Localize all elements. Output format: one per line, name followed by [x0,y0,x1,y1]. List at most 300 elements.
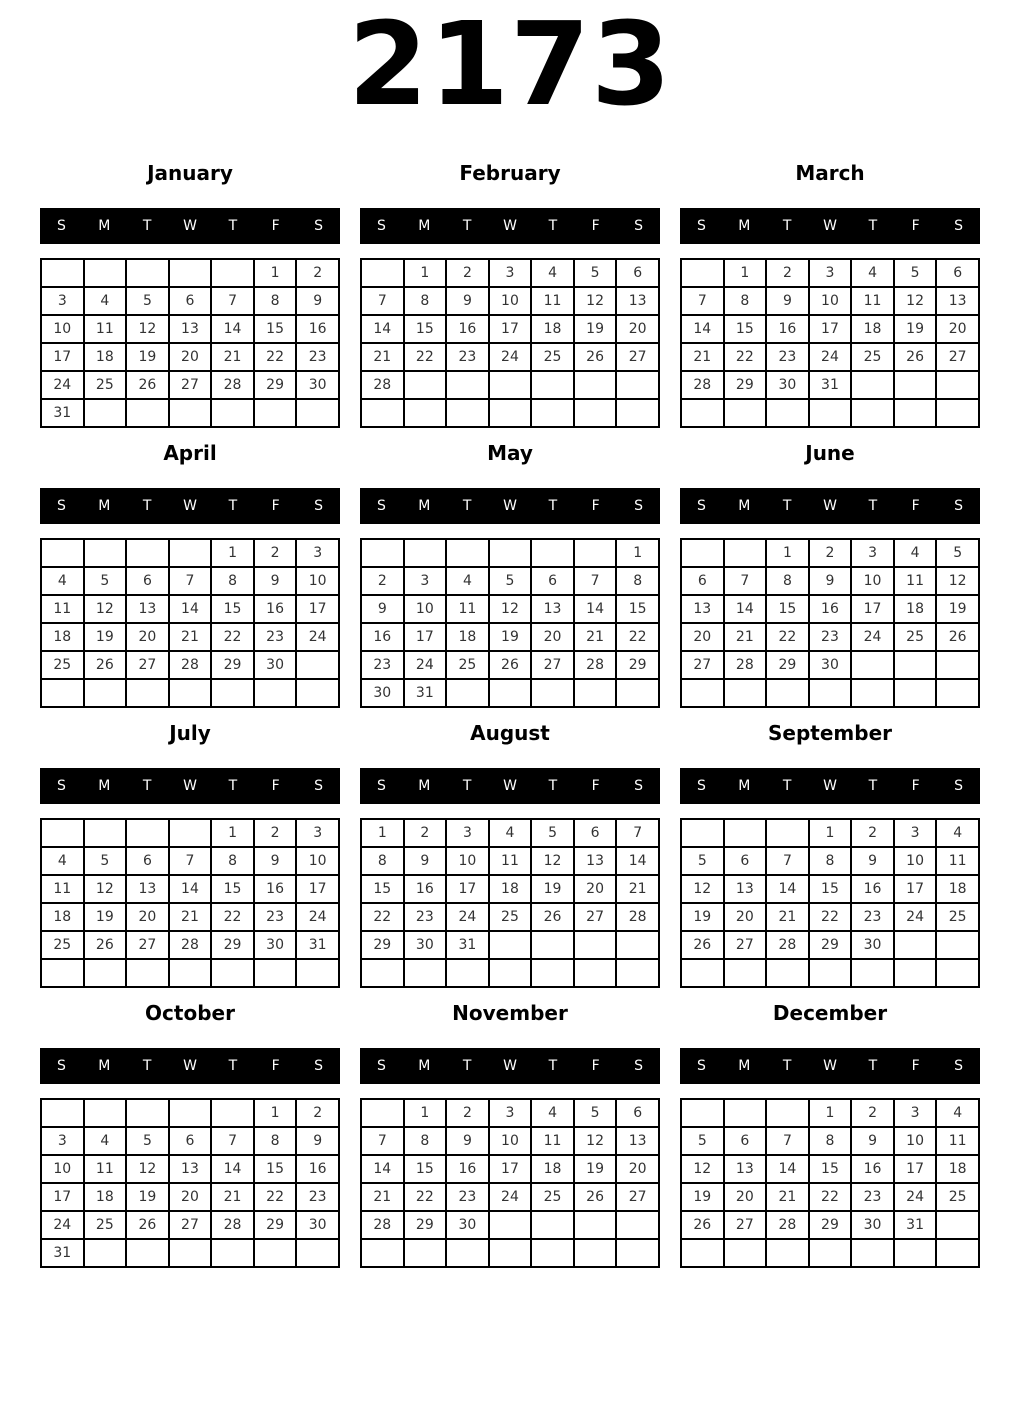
day-cell [126,819,169,847]
weekday-label: M [738,218,751,234]
day-cell: 27 [574,903,617,931]
day-cell: 11 [84,1155,127,1183]
day-cell: 23 [254,903,297,931]
day-cell: 29 [254,371,297,399]
week-row [361,1155,659,1183]
day-cell: 28 [361,1211,404,1239]
day-cell: 22 [254,1183,297,1211]
day-cell [296,679,339,707]
day-cell: 20 [681,623,724,651]
day-cell: 28 [681,371,724,399]
day-cell [489,539,532,567]
day-cell: 17 [41,1183,84,1211]
day-cell: 10 [446,847,489,875]
weekday-header-bar [40,1048,340,1084]
day-cell [531,1239,574,1267]
day-cell: 18 [489,875,532,903]
day-cell: 9 [254,567,297,595]
day-cell: 17 [851,595,894,623]
day-cell: 7 [361,287,404,315]
day-cell: 25 [446,651,489,679]
day-cell [936,1239,979,1267]
day-cell: 23 [254,623,297,651]
date-grid [680,258,980,428]
day-cell: 20 [574,875,617,903]
day-cell: 17 [489,315,532,343]
day-cell: 8 [404,287,447,315]
day-cell: 12 [489,595,532,623]
weekday-label: T [228,498,238,514]
day-cell [851,371,894,399]
day-cell [616,931,659,959]
day-cell: 4 [489,819,532,847]
weekday-label: W [183,218,197,234]
day-cell: 21 [766,903,809,931]
week-row [681,1155,979,1183]
day-cell: 6 [169,1127,212,1155]
day-cell: 30 [446,1211,489,1239]
day-cell [616,371,659,399]
day-cell: 6 [616,259,659,287]
week-row [361,1211,659,1239]
day-cell: 5 [574,1099,617,1127]
weekday-label: W [503,778,517,794]
day-cell: 13 [574,847,617,875]
day-cell: 29 [809,931,852,959]
day-cell: 18 [41,623,84,651]
day-cell [169,679,212,707]
day-cell: 24 [446,903,489,931]
day-cell: 8 [254,287,297,315]
month-april [40,441,340,708]
day-cell: 16 [361,623,404,651]
day-cell: 25 [41,931,84,959]
day-cell [574,931,617,959]
day-cell [616,679,659,707]
day-cell: 23 [296,1183,339,1211]
day-cell: 31 [894,1211,937,1239]
weekday-label: F [911,778,920,794]
week-row [681,1127,979,1155]
day-cell: 27 [616,343,659,371]
day-cell: 24 [41,1211,84,1239]
day-cell [169,399,212,427]
day-cell: 14 [681,315,724,343]
day-cell [724,399,767,427]
day-cell: 30 [809,651,852,679]
weekday-label: T [782,218,792,234]
day-cell: 21 [766,1183,809,1211]
weekday-label: W [823,218,837,234]
week-row [361,315,659,343]
week-row [41,1155,339,1183]
day-cell [41,259,84,287]
week-row [361,1183,659,1211]
day-cell: 23 [361,651,404,679]
day-cell: 10 [489,287,532,315]
day-cell [681,959,724,987]
week-row [681,679,979,707]
day-cell: 16 [809,595,852,623]
day-cell: 30 [851,1211,894,1239]
weekday-label: T [548,1058,558,1074]
day-cell: 6 [616,1099,659,1127]
day-cell: 20 [936,315,979,343]
week-row [681,287,979,315]
day-cell: 2 [446,259,489,287]
date-grid [360,1098,660,1268]
day-cell: 29 [766,651,809,679]
day-cell: 25 [936,903,979,931]
week-row [41,1127,339,1155]
day-cell: 5 [126,287,169,315]
day-cell: 17 [489,1155,532,1183]
day-cell: 30 [404,931,447,959]
day-cell [681,819,724,847]
weekday-label: M [98,218,111,234]
weekday-label: S [634,1058,644,1074]
week-row [361,567,659,595]
day-cell [84,399,127,427]
day-cell: 25 [531,1183,574,1211]
day-cell [84,1099,127,1127]
day-cell: 22 [404,343,447,371]
day-cell: 30 [766,371,809,399]
day-cell: 4 [894,539,937,567]
month-name: October [145,1001,235,1025]
week-row [681,1211,979,1239]
day-cell: 5 [84,567,127,595]
day-cell: 16 [254,595,297,623]
day-cell: 30 [851,931,894,959]
day-cell [404,539,447,567]
day-cell [574,371,617,399]
day-cell: 14 [724,595,767,623]
weekday-label: M [738,778,751,794]
day-cell [851,959,894,987]
day-cell: 26 [489,651,532,679]
day-cell: 21 [681,343,724,371]
day-cell: 10 [296,567,339,595]
day-cell [84,539,127,567]
day-cell: 2 [296,1099,339,1127]
day-cell: 2 [254,539,297,567]
month-may [360,441,660,708]
day-cell: 21 [616,875,659,903]
day-cell: 12 [894,287,937,315]
day-cell: 8 [809,1127,852,1155]
day-cell: 16 [851,1155,894,1183]
day-cell [574,1211,617,1239]
month-january [40,161,340,428]
day-cell: 3 [851,539,894,567]
day-cell: 8 [766,567,809,595]
week-row [361,1099,659,1127]
weekday-label: S [696,1058,706,1074]
day-cell: 10 [41,1155,84,1183]
day-cell: 21 [169,903,212,931]
day-cell: 7 [211,1127,254,1155]
day-cell [126,539,169,567]
day-cell: 24 [296,903,339,931]
day-cell: 11 [41,875,84,903]
day-cell: 15 [616,595,659,623]
day-cell [404,399,447,427]
weekday-label: M [418,1058,431,1074]
day-cell [296,651,339,679]
day-cell: 31 [809,371,852,399]
day-cell [169,1099,212,1127]
weekday-label: S [56,778,66,794]
day-cell [84,679,127,707]
day-cell: 3 [296,539,339,567]
day-cell: 20 [724,903,767,931]
day-cell: 10 [894,1127,937,1155]
day-cell: 18 [936,875,979,903]
month-name: April [163,441,217,465]
day-cell [446,539,489,567]
day-cell: 16 [446,315,489,343]
day-cell: 25 [851,343,894,371]
weekday-header-bar [40,488,340,524]
day-cell: 7 [574,567,617,595]
day-cell: 11 [489,847,532,875]
day-cell [574,399,617,427]
weekday-label: F [591,498,600,514]
day-cell: 29 [211,931,254,959]
week-row [361,287,659,315]
months-grid [0,161,1020,1268]
day-cell: 31 [41,1239,84,1267]
weekday-label: T [228,1058,238,1074]
date-grid [360,818,660,988]
weekday-label: S [696,498,706,514]
day-cell: 5 [489,567,532,595]
day-cell: 7 [766,847,809,875]
day-cell: 7 [169,847,212,875]
day-cell [851,399,894,427]
weekday-label: S [376,218,386,234]
day-cell: 7 [766,1127,809,1155]
month-name: March [795,161,865,185]
weekday-label: F [591,1058,600,1074]
day-cell [766,1099,809,1127]
day-cell [211,259,254,287]
day-cell [936,399,979,427]
day-cell: 9 [446,1127,489,1155]
day-cell [126,399,169,427]
day-cell: 11 [936,847,979,875]
day-cell: 21 [574,623,617,651]
day-cell [894,371,937,399]
day-cell: 6 [126,847,169,875]
weekday-label: W [183,1058,197,1074]
day-cell: 25 [531,343,574,371]
day-cell [531,959,574,987]
day-cell [41,539,84,567]
day-cell: 23 [446,1183,489,1211]
day-cell: 25 [84,1211,127,1239]
day-cell: 2 [404,819,447,847]
day-cell [531,399,574,427]
day-cell: 4 [531,1099,574,1127]
day-cell: 4 [936,1099,979,1127]
day-cell: 14 [361,1155,404,1183]
weekday-label: S [634,218,644,234]
day-cell: 21 [361,343,404,371]
day-cell: 11 [531,287,574,315]
day-cell [84,259,127,287]
weekday-label: S [954,218,964,234]
day-cell [446,1239,489,1267]
day-cell: 23 [851,903,894,931]
day-cell: 22 [809,1183,852,1211]
day-cell: 24 [296,623,339,651]
day-cell: 17 [809,315,852,343]
weekday-label: T [782,1058,792,1074]
week-row [41,959,339,987]
weekday-label: M [418,778,431,794]
day-cell: 6 [936,259,979,287]
day-cell: 12 [126,315,169,343]
week-row [681,847,979,875]
day-cell: 27 [681,651,724,679]
day-cell: 13 [616,287,659,315]
day-cell [894,399,937,427]
day-cell: 8 [211,567,254,595]
day-cell [681,539,724,567]
day-cell [211,959,254,987]
day-cell: 13 [169,315,212,343]
day-cell: 25 [41,651,84,679]
day-cell: 2 [851,1099,894,1127]
day-cell: 21 [211,1183,254,1211]
week-row [681,959,979,987]
day-cell [724,1099,767,1127]
day-cell [361,399,404,427]
day-cell: 15 [809,875,852,903]
day-cell: 9 [296,1127,339,1155]
day-cell: 4 [446,567,489,595]
day-cell [489,931,532,959]
weekday-label: F [271,218,280,234]
day-cell: 3 [489,1099,532,1127]
week-row [361,399,659,427]
weekday-label: T [868,218,878,234]
day-cell: 18 [851,315,894,343]
day-cell: 19 [574,1155,617,1183]
day-cell: 29 [404,1211,447,1239]
day-cell: 23 [809,623,852,651]
day-cell: 5 [894,259,937,287]
day-cell: 16 [766,315,809,343]
week-row [361,679,659,707]
weekday-label: W [823,778,837,794]
week-row [681,595,979,623]
week-row [681,343,979,371]
day-cell: 3 [809,259,852,287]
day-cell: 16 [296,1155,339,1183]
day-cell: 5 [84,847,127,875]
day-cell [169,1239,212,1267]
day-cell: 30 [254,651,297,679]
day-cell: 27 [126,651,169,679]
weekday-label: F [271,778,280,794]
weekday-label: W [183,498,197,514]
day-cell: 19 [894,315,937,343]
day-cell: 20 [616,315,659,343]
weekday-label: W [183,778,197,794]
day-cell: 27 [724,931,767,959]
day-cell: 6 [724,847,767,875]
day-cell: 14 [574,595,617,623]
weekday-label: T [462,778,472,794]
day-cell: 23 [296,343,339,371]
day-cell [489,399,532,427]
week-row [361,819,659,847]
day-cell: 17 [296,595,339,623]
day-cell: 15 [724,315,767,343]
day-cell: 8 [211,847,254,875]
day-cell: 9 [851,847,894,875]
day-cell [254,959,297,987]
day-cell: 26 [531,903,574,931]
day-cell: 7 [681,287,724,315]
day-cell [616,959,659,987]
weekday-label: T [868,1058,878,1074]
day-cell: 27 [724,1211,767,1239]
day-cell: 6 [574,819,617,847]
day-cell: 26 [936,623,979,651]
day-cell: 20 [616,1155,659,1183]
day-cell: 26 [84,651,127,679]
month-name: January [147,161,233,185]
week-row [361,903,659,931]
day-cell [809,1239,852,1267]
day-cell [681,1099,724,1127]
day-cell: 27 [936,343,979,371]
day-cell: 22 [616,623,659,651]
day-cell: 4 [41,847,84,875]
week-row [681,259,979,287]
day-cell [531,679,574,707]
week-row [41,931,339,959]
day-cell: 28 [574,651,617,679]
weekday-label: S [314,218,324,234]
day-cell: 18 [84,343,127,371]
week-row [681,819,979,847]
day-cell [446,371,489,399]
weekday-label: S [954,498,964,514]
day-cell: 30 [254,931,297,959]
day-cell: 2 [254,819,297,847]
week-row [361,1127,659,1155]
month-july [40,721,340,988]
day-cell: 29 [254,1211,297,1239]
day-cell: 14 [169,595,212,623]
day-cell: 31 [41,399,84,427]
week-row [361,343,659,371]
day-cell: 12 [681,1155,724,1183]
date-grid [360,258,660,428]
weekday-label: T [228,778,238,794]
day-cell [851,679,894,707]
month-name: September [768,721,892,745]
weekday-label: W [503,218,517,234]
date-grid [680,538,980,708]
day-cell [724,1239,767,1267]
weekday-header-bar [680,488,980,524]
